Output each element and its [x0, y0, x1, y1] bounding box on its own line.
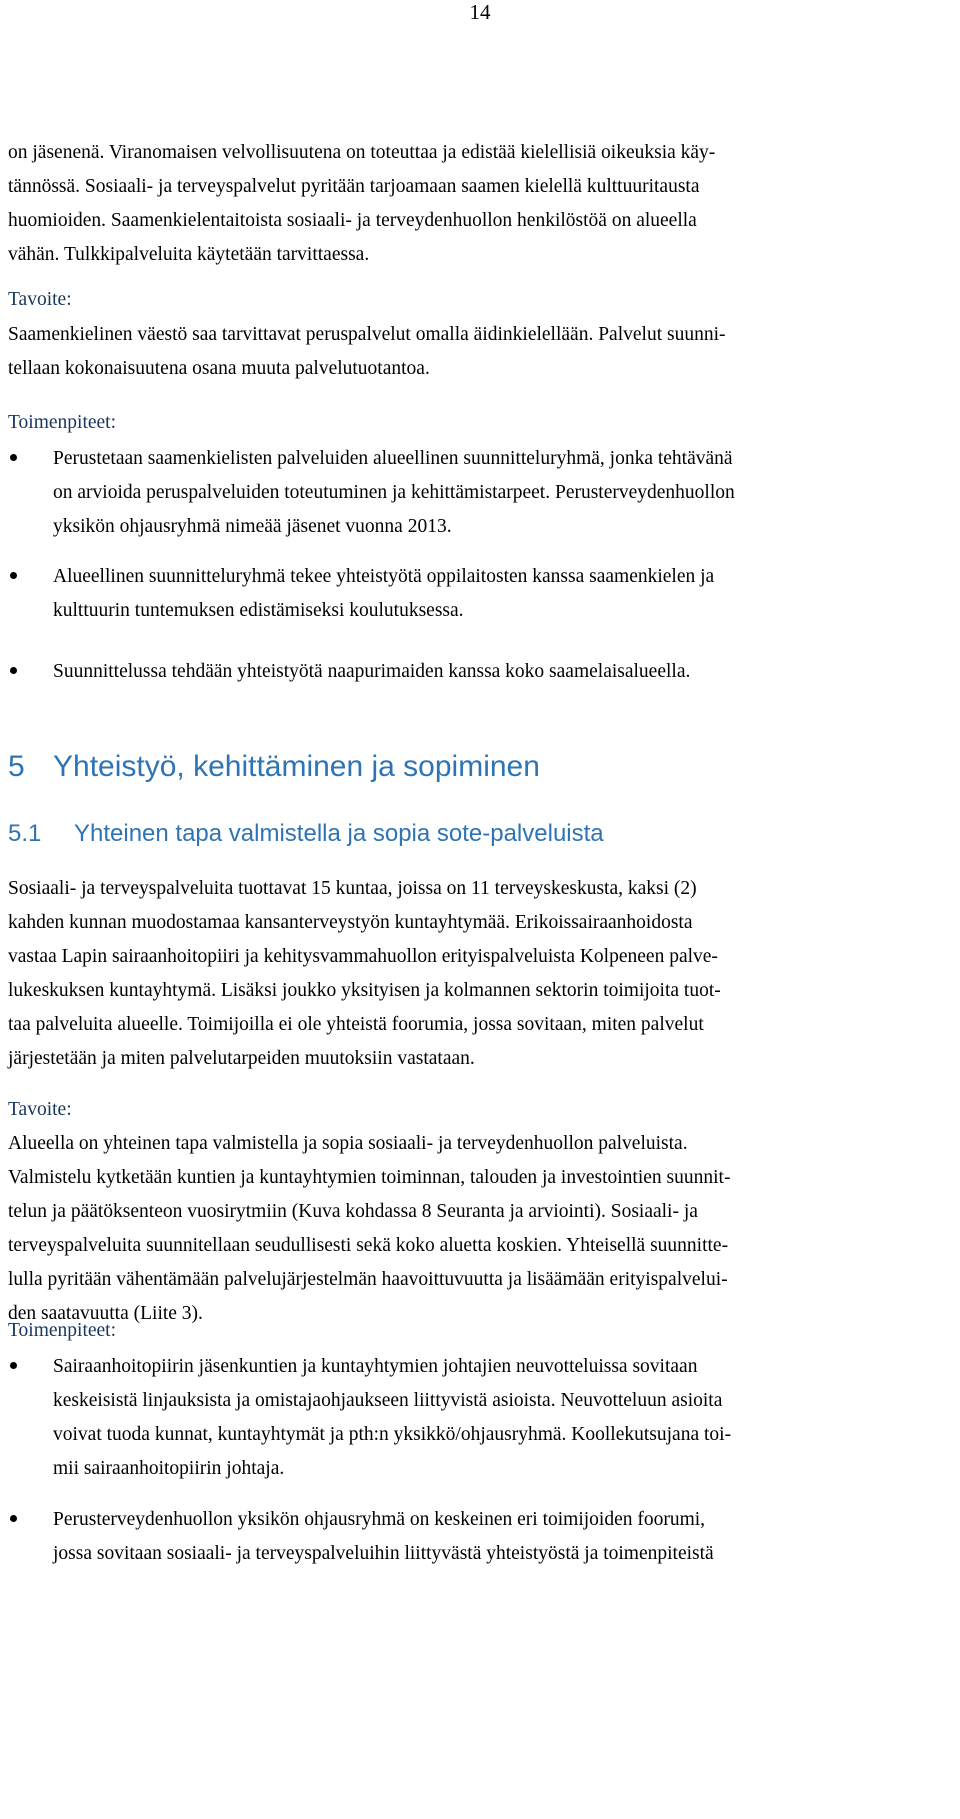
text-line: Suunnittelussa tehdään yhteistyötä naapurimaiden kanssa koko saamelaisalueella.	[53, 661, 691, 682]
goal-paragraph	[8, 1127, 950, 1331]
text-line: tännössä. Sosiaali- ja terveyspalvelut pyritään tarjoamaan saamen kielellä kulttuuritausta	[8, 176, 700, 197]
bullet-icon	[10, 667, 17, 674]
bullet-icon	[10, 572, 17, 579]
text-line: lulla pyritään vähentämään palvelujärjestelmän haavoittuvuutta ja lisäämään erityispalvelui-	[8, 1269, 728, 1290]
page-number: 14	[469, 0, 491, 24]
text-line: kulttuurin tuntemuksen edistämiseksi koulutuksessa.	[53, 600, 464, 621]
list-item	[8, 442, 950, 544]
text-line: huomioiden. Saamenkielentaitoista sosiaali- ja terveydenhuollon henkilöstöä on alueella	[8, 210, 697, 231]
text-line: mii sairaanhoitopiirin johtaja.	[53, 1458, 285, 1479]
text-line: voivat tuoda kunnat, kuntayhtymät ja pth:n yksikkö/ohjausryhmä. Koollekutsujana toi-	[53, 1424, 732, 1445]
bullet-icon	[10, 1515, 17, 1522]
list-item	[8, 655, 950, 689]
text-line: Alueellinen suunnitteluryhmä tekee yhteistyötä oppilaitosten kanssa saamenkielen ja	[53, 566, 715, 587]
goal-label: Tavoite:	[8, 1099, 72, 1120]
paragraph-intro	[8, 136, 950, 272]
text-line: Sosiaali- ja terveyspalveluita tuottavat 15 kuntaa, joissa on 11 terveyskeskusta, kaksi (2)	[8, 878, 697, 899]
bullet-icon	[10, 454, 17, 461]
text-line: Sairaanhoitopiirin jäsenkuntien ja kuntayhtymien johtajien neuvotteluissa sovitaan	[53, 1356, 698, 1377]
text-line: jossa sovitaan sosiaali- ja terveyspalveluihin liittyvästä yhteistyöstä ja toimenpiteistä	[53, 1543, 714, 1564]
text-line: tellaan kokonaisuutena osana muuta palvelutuotantoa.	[8, 358, 430, 379]
section-heading	[8, 747, 540, 787]
goal-paragraph	[8, 318, 950, 386]
text-line: yksikön ohjausryhmä nimeää jäsenet vuonna 2013.	[53, 516, 452, 537]
paragraph-services	[8, 872, 950, 1076]
text-line: kahden kunnan muodostamaa kansanterveystyön kuntayhtymää. Erikoissairaanhoidosta	[8, 912, 693, 933]
subsection-title: Yhteinen tapa valmistella ja sopia sote-palveluista	[74, 820, 604, 847]
list-item	[8, 1350, 950, 1486]
measures-label: Toimenpiteet:	[8, 1320, 117, 1341]
text-line: lukeskuksen kuntayhtymä. Lisäksi joukko yksityisen ja kolmannen sektorin toimijoita tuot-	[8, 980, 721, 1001]
text-line: Saamenkielinen väestö saa tarvittavat peruspalvelut omalla äidinkielellään. Palvelut suunni-	[8, 324, 726, 345]
text-line: telun ja päätöksenteon vuosirytmiin (Kuva kohdassa 8 Seuranta ja arviointi). Sosiaali- ja	[8, 1201, 698, 1222]
text-line: terveyspalveluita suunnitellaan seudullisesti sekä koko aluetta koskien. Yhteisellä suunnitte-	[8, 1235, 729, 1256]
measures-label: Toimenpiteet:	[8, 412, 117, 433]
text-line: Perusterveydenhuollon yksikön ohjausryhmä on keskeinen eri toimijoiden foorumi,	[53, 1509, 706, 1530]
goal-label: Tavoite:	[8, 289, 72, 310]
subsection-number: 5.1	[8, 820, 42, 847]
text-line: Valmistelu kytketään kuntien ja kuntayhtymien toiminnan, talouden ja investointien suunnit-	[8, 1167, 731, 1188]
bullet-icon	[10, 1362, 17, 1369]
text-line: keskeisistä linjauksista ja omistajaohjaukseen liittyvistä asioista. Neuvotteluun asioita	[53, 1390, 723, 1411]
text-line: on arvioida peruspalveluiden toteutuminen ja kehittämistarpeet. Perusterveydenhuollon	[53, 482, 735, 503]
text-line: vähän. Tulkkipalveluita käytetään tarvittaessa.	[8, 244, 370, 265]
section-number: 5	[8, 750, 25, 783]
text-line: taa palveluita alueelle. Toimijoilla ei ole yhteistä foorumia, jossa sovitaan, miten palvelut	[8, 1014, 704, 1035]
list-item	[8, 560, 950, 628]
section-title: Yhteistyö, kehittäminen ja sopiminen	[53, 750, 540, 783]
text-line: Alueella on yhteinen tapa valmistella ja sopia sosiaali- ja terveydenhuollon palveluista.	[8, 1133, 688, 1154]
text-line: järjestetään ja miten palvelutarpeiden muutoksiin vastataan.	[8, 1048, 475, 1069]
subsection-heading	[8, 818, 604, 850]
text-line: on jäsenenä. Viranomaisen velvollisuutena on toteuttaa ja edistää kielellisiä oikeuksia käy-	[8, 142, 716, 163]
text-line: vastaa Lapin sairaanhoitopiiri ja kehitysvammahuollon erityispalveluista Kolpeneen palve-	[8, 946, 718, 967]
list-item	[8, 1503, 950, 1571]
text-line: den saatavuutta (Liite 3).	[8, 1303, 203, 1324]
text-line: Perustetaan saamenkielisten palveluiden alueellinen suunnitteluryhmä, jonka tehtävänä	[53, 448, 733, 469]
